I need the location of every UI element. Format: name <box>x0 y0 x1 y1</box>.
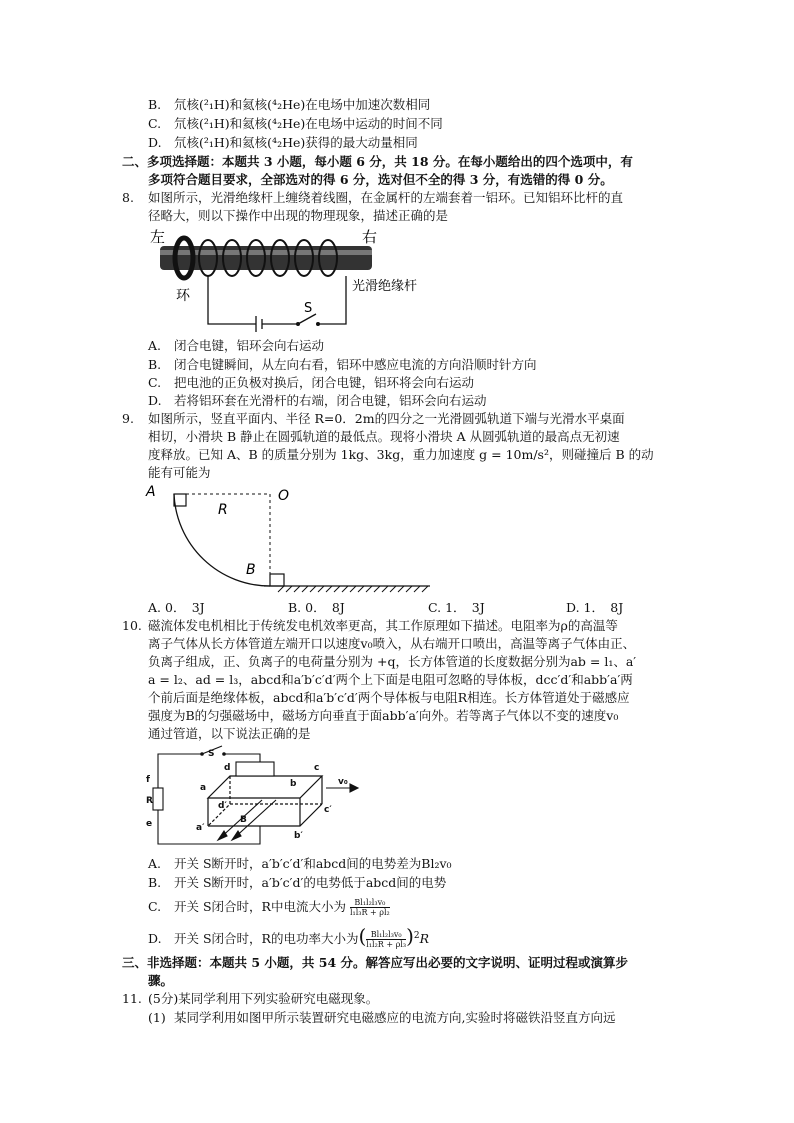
q8-option-a: A. 闭合电键，铝环会向右运动 <box>148 338 325 353</box>
label-a: a <box>200 783 207 793</box>
q10-option-b: B. 开关 S断开时，a′b′c′d′的电势低于abcd间的电势 <box>148 875 447 890</box>
top-plate <box>236 762 274 776</box>
q11-sub1: (1) 某同学利用如图甲所示装置研究电磁感应的电流方向,实验时将磁铁沿竖直方向远 <box>148 1010 616 1025</box>
q8-option-d: D. 若将铝环套在光滑杆的右端，闭合电键，铝环会向右运动 <box>148 393 487 408</box>
q10-stem-7: 通过管道，以下说法正确的是 <box>148 726 311 741</box>
q9-stem: 9. 如图所示，竖直平面内、半径 R=0．2m的四分之一光滑圆弧轨道下端与光滑水平桌面 <box>122 411 625 426</box>
section3-heading: 三、非选择题：本题共 5 小题，共 54 分。解答应写出必要的文字说明、证明过程或演算步 <box>122 955 629 970</box>
q9-fig-label-o: O <box>278 488 290 504</box>
label-e: e <box>146 819 153 829</box>
q9-option-c: C. 1． 3J <box>428 600 485 615</box>
q8-fig-switch-label: S <box>304 301 313 316</box>
q9-fig-label-r: R <box>218 502 228 518</box>
q7-option-d: D. 氘核(²₁H)和氦核(⁴₂He)获得的最大动量相同 <box>148 135 418 150</box>
q8-stem: 8. 如图所示，光滑绝缘杆上缠绕着线圈，在金属杆的左端套着一铝环。已知铝环比杆的直 <box>122 190 624 205</box>
q10-option-a: A. 开关 S断开时，a′b′c′d′和abcd间的电势差为Bl₂v₀ <box>148 856 452 871</box>
fraction-d: $\frac{\text{Bl₁l₂l₃v₀}}{\text{l₁l₂R + ρl₃}}$ <box>366 930 407 950</box>
q10-stem-2: 离子气体从长方体管道左端开口以速度v₀喷入，从右端开口喷出，高温等离子气体由正、 <box>148 636 636 651</box>
q8-figure <box>148 224 448 336</box>
label-v0: v₀ <box>338 777 348 787</box>
q8-fig-ring-label: 环 <box>176 288 190 304</box>
q10-stem-3: 负离子组成，正、负离子的电荷量分别为 +q，长方体管道的长度数据分别为ab = l₁、a′ <box>148 654 637 669</box>
q8-fig-left-label: 左 <box>150 228 166 246</box>
label-b: b <box>290 779 297 789</box>
block-a <box>174 494 186 506</box>
q9-option-a: A. 0． 3J <box>148 600 205 615</box>
q9-fig-label-b: B <box>246 562 256 578</box>
q9-figure <box>144 482 436 598</box>
q10-stem-5: 个前后面是绝缘体板，abcd和a′b′c′d′两个导体板与电阻R相连。长方体管道处于磁感应 <box>148 690 630 705</box>
label-b-prime: b′ <box>294 831 303 841</box>
section2-heading-cont: 多项符合题目要求，全部选对的得 6 分，选对但不全的得 3 分，有选错的得 0 分。 <box>148 172 613 187</box>
section2-heading: 二、多项选择题：本题共 3 小题，每小题 6 分，共 18 分。在每小题给出的四个选项中，有 <box>122 154 633 169</box>
q10-stem: 10. 磁流体发电机相比于传统发电机效率更高，其工作原理如下描述。电阻率为ρ的高温等 <box>122 618 618 633</box>
q9-fig-label-a: A <box>146 484 156 500</box>
label-c: c <box>314 763 320 773</box>
q11-stem: 11. (5分)某同学利用下列实验研究电磁现象。 <box>122 991 379 1006</box>
q9-option-b: B. 0． 8J <box>288 600 345 615</box>
q10-option-d: D. 开关 S闭合时，R的电功率大小为( $\frac{\text{Bl₁l₂l₃v₀}}{\text{l₁l₂R + ρl₃}}$ )$^2$R <box>148 924 430 950</box>
q7-option-c: C. 氘核(²₁H)和氦核(⁴₂He)在电场中运动的时间不同 <box>148 116 443 131</box>
q9-stem-3: 度释放。已知 A、B 的质量分别为 1kg、3kg，重力加速度 g = 10m/s²，则碰撞后 B 的动 <box>148 447 654 462</box>
q7-option-b: B. 氘核(²₁H)和氦核(⁴₂He)在电场中加速次数相同 <box>148 97 431 112</box>
q10-figure <box>144 742 368 854</box>
label-d-prime: d′ <box>218 801 227 811</box>
block-b <box>270 574 284 586</box>
label-s: S <box>208 749 215 759</box>
label-b-field: B <box>240 815 247 825</box>
q9-stem-2: 相切，小滑块 B 静止在圆弧轨道的最低点。现将小滑块 A 从圆弧轨道的最高点无初速 <box>148 429 620 444</box>
label-f: f <box>146 775 150 785</box>
q10-stem-6: 强度为B的匀强磁场中，磁场方向垂直于面abb′a′向外。若等离子气体以不变的速度v₀ <box>148 708 619 723</box>
table-hatching <box>278 586 428 592</box>
q8-fig-rod-label: 光滑绝缘杆 <box>352 279 418 294</box>
q8-option-c: C. 把电池的正负极对换后，闭合电键，铝环将会向右运动 <box>148 375 475 390</box>
q9-stem-4: 能有可能为 <box>148 465 211 480</box>
section3-heading-cont: 骤。 <box>148 973 174 988</box>
q8-stem-cont: 径略大，则以下操作中出现的物理现象，描述正确的是 <box>148 208 449 223</box>
q8-option-b: B. 闭合电键瞬间，从左向右看，铝环中感应电流的方向沿顺时针方向 <box>148 357 537 372</box>
label-r: R <box>146 796 153 806</box>
q10-option-c: C. 开关 S闭合时，R中电流大小为 $\frac{\text{Bl₁l₂l₃v₀}}{\text{l₁l₃R + ρl₂}}$ <box>148 898 390 917</box>
q9-option-d: D. 1． 8J <box>566 600 624 615</box>
circuit <box>208 276 346 332</box>
fraction-c: $\frac{\text{Bl₁l₂l₃v₀}}{\text{l₁l₃R + ρl₂}}$ <box>349 898 390 917</box>
label-d: d <box>224 763 231 773</box>
label-a-prime: a′ <box>196 823 205 833</box>
label-c-prime: c′ <box>324 805 332 815</box>
q8-fig-right-label: 右 <box>362 228 378 246</box>
q10-stem-4: a = l₂、ad = l₃，abcd和a′b′c′d′两个上下面是电阻可忽略的导体板，dcc′d′和abb′a′两 <box>148 672 633 687</box>
